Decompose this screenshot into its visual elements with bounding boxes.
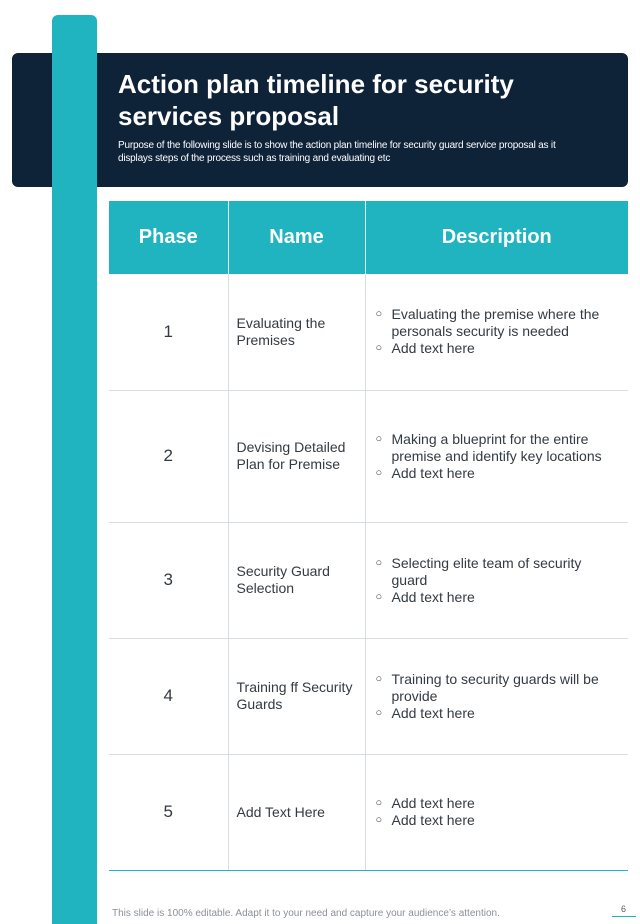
table-row (109, 754, 628, 870)
list-item (376, 431, 611, 465)
description-cell (365, 638, 628, 754)
table-row (109, 522, 628, 638)
description-text: Add text here (391, 812, 475, 828)
list-item (376, 465, 611, 482)
description-text: Training to security guards will be provide (391, 670, 599, 704)
bullet-icon: ○ (375, 590, 383, 603)
phase-cell: 3 (109, 522, 228, 638)
description-text: Making a blueprint for the entire premise and identify key locations (391, 430, 602, 464)
list-item (376, 705, 611, 722)
column-header-description: Description (365, 201, 628, 274)
description-cell (365, 390, 628, 522)
phase-cell: 2 (109, 390, 228, 522)
accent-bar (52, 15, 97, 924)
description-text: Selecting elite team of security guard (391, 554, 582, 588)
name-cell: Security Guard Selection (228, 522, 365, 638)
action-plan-table (109, 201, 628, 871)
column-header-phase: Phase (109, 201, 228, 274)
list-item (376, 812, 611, 829)
description-cell (365, 522, 628, 638)
name-cell: Devising Detailed Plan for Premise (228, 390, 365, 522)
column-header-name: Name (228, 201, 365, 274)
table-header-row (109, 201, 628, 274)
bullet-icon: ○ (375, 797, 383, 809)
phase-cell: 5 (109, 754, 228, 870)
list-item (376, 306, 611, 340)
list-item (376, 671, 611, 705)
table-row (109, 390, 628, 522)
name-cell: Add Text Here (228, 754, 365, 870)
list-item (376, 555, 611, 589)
bullet-icon: ○ (375, 814, 383, 826)
name-cell: Training ff Security Guards (228, 638, 365, 754)
description-text: Add text here (391, 704, 475, 721)
page-title: Action plan timeline for security services proposal (118, 69, 514, 131)
bullet-icon: ○ (375, 466, 383, 479)
bullet-icon: ○ (375, 672, 383, 685)
bullet-icon: ○ (375, 432, 383, 445)
description-text: Evaluating the premise where the personals security is needed (391, 306, 600, 340)
table-row (109, 638, 628, 754)
table-row (109, 274, 628, 390)
name-cell: Evaluating the Premises (228, 274, 365, 390)
page-number-underline (612, 916, 636, 917)
bullet-icon: ○ (375, 308, 383, 321)
footer-note: This slide is 100% editable. Adapt it to your need and capture your audience’s attention. (112, 908, 500, 919)
description-cell (365, 274, 628, 390)
description-text: Add text here (391, 795, 475, 811)
list-item (376, 340, 611, 357)
bullet-icon: ○ (375, 556, 383, 569)
description-text: Add text here (391, 588, 475, 605)
bullet-icon: ○ (375, 706, 383, 719)
description-text: Add text here (391, 464, 475, 481)
phase-cell: 4 (109, 638, 228, 754)
description-text: Add text here (391, 340, 475, 357)
description-cell (365, 754, 628, 870)
list-item (376, 589, 611, 606)
phase-cell: 1 (109, 274, 228, 390)
page-subtitle: Purpose of the following slide is to show the action plan timeline for security guard service proposal as it displays steps of the process such as training and evaluating etc (118, 140, 556, 164)
list-item (376, 795, 611, 812)
bullet-icon: ○ (375, 342, 383, 355)
page-number: 6 (621, 904, 627, 914)
